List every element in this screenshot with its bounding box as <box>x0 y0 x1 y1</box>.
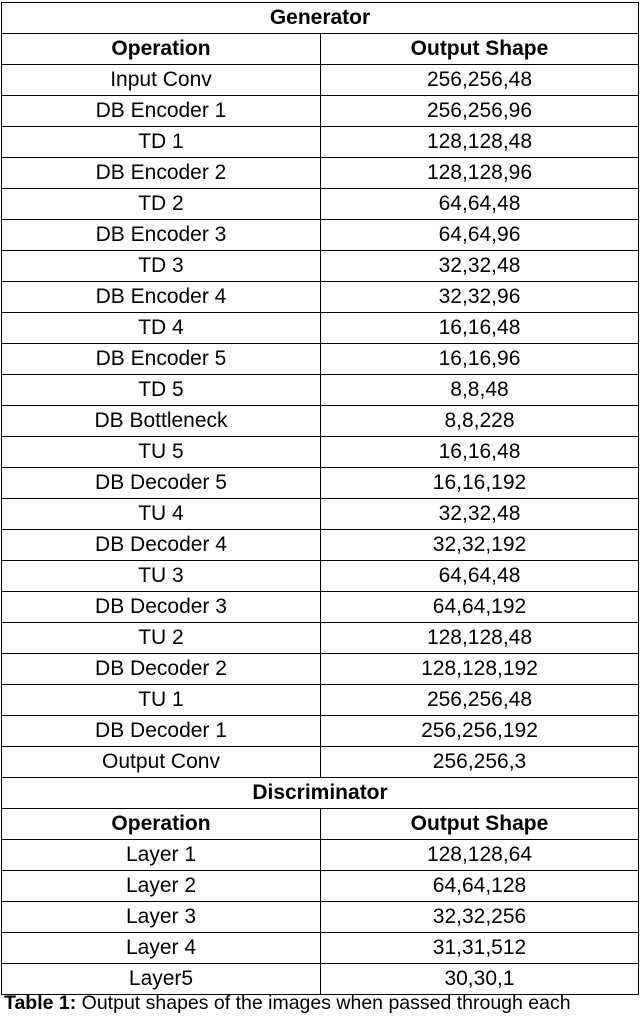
table-row <box>2 65 639 96</box>
output-shape-cell: 64,64,192 <box>321 592 639 623</box>
column-header-output-shape: Output Shape <box>321 809 639 840</box>
operation-cell: DB Decoder 3 <box>2 592 321 623</box>
table-row <box>2 96 639 127</box>
output-shape-cell: 16,16,192 <box>321 468 639 499</box>
operation-cell: DB Encoder 2 <box>2 158 321 189</box>
output-shape-cell: 16,16,96 <box>321 344 639 375</box>
column-header-operation: Operation <box>2 34 321 65</box>
table-row <box>2 716 639 747</box>
operation-cell: Input Conv <box>2 65 321 96</box>
output-shape-cell: 128,128,64 <box>321 840 639 871</box>
output-shape-cell: 32,32,48 <box>321 251 639 282</box>
discriminator-header-row <box>2 809 639 840</box>
output-shape-cell: 128,128,48 <box>321 127 639 158</box>
output-shape-cell: 128,128,96 <box>321 158 639 189</box>
output-shape-cell: 30,30,1 <box>321 964 639 995</box>
output-shape-cell: 64,64,96 <box>321 220 639 251</box>
operation-cell: Output Conv <box>2 747 321 778</box>
output-shape-cell: 31,31,512 <box>321 933 639 964</box>
table-row <box>2 375 639 406</box>
output-shape-cell: 32,32,96 <box>321 282 639 313</box>
table-row <box>2 468 639 499</box>
table-row <box>2 840 639 871</box>
output-shape-cell: 8,8,48 <box>321 375 639 406</box>
table-row <box>2 654 639 685</box>
discriminator-section-row <box>2 778 639 809</box>
table-row <box>2 623 639 654</box>
table-row <box>2 220 639 251</box>
table-row <box>2 685 639 716</box>
table-row <box>2 313 639 344</box>
operation-cell: DB Decoder 4 <box>2 530 321 561</box>
operation-cell: TD 3 <box>2 251 321 282</box>
output-shape-cell: 256,256,192 <box>321 716 639 747</box>
operation-cell: TD 5 <box>2 375 321 406</box>
table-row <box>2 437 639 468</box>
operation-cell: DB Decoder 2 <box>2 654 321 685</box>
operation-cell: TU 3 <box>2 561 321 592</box>
operation-cell: TU 1 <box>2 685 321 716</box>
table-row <box>2 158 639 189</box>
generator-section-row <box>2 3 639 34</box>
operation-cell: TU 5 <box>2 437 321 468</box>
table-row <box>2 871 639 902</box>
operation-cell: TU 2 <box>2 623 321 654</box>
operation-cell: Layer 1 <box>2 840 321 871</box>
operation-cell: Layer 2 <box>2 871 321 902</box>
output-shape-cell: 32,32,48 <box>321 499 639 530</box>
output-shape-cell: 256,256,3 <box>321 747 639 778</box>
column-header-operation: Operation <box>2 809 321 840</box>
table-row <box>2 189 639 220</box>
table-body <box>2 3 639 995</box>
operation-cell: Layer 3 <box>2 902 321 933</box>
operation-cell: DB Decoder 5 <box>2 468 321 499</box>
operation-cell: TD 2 <box>2 189 321 220</box>
table-row <box>2 933 639 964</box>
output-shape-cell: 128,128,48 <box>321 623 639 654</box>
output-shape-cell: 32,32,256 <box>321 902 639 933</box>
operation-cell: DB Encoder 5 <box>2 344 321 375</box>
output-shape-cell: 8,8,228 <box>321 406 639 437</box>
operation-cell: DB Encoder 3 <box>2 220 321 251</box>
operation-cell: DB Encoder 4 <box>2 282 321 313</box>
table-row <box>2 592 639 623</box>
operation-cell: TD 1 <box>2 127 321 158</box>
operation-cell: DB Decoder 1 <box>2 716 321 747</box>
table-row <box>2 127 639 158</box>
table-row <box>2 530 639 561</box>
output-shape-cell: 128,128,192 <box>321 654 639 685</box>
table-row <box>2 251 639 282</box>
caption-text: Output shapes of the images when passed through each <box>76 992 571 1014</box>
operation-cell: TU 4 <box>2 499 321 530</box>
output-shape-cell: 64,64,48 <box>321 189 639 220</box>
table-row <box>2 964 639 995</box>
table-row <box>2 499 639 530</box>
output-shape-cell: 256,256,96 <box>321 96 639 127</box>
table-row <box>2 561 639 592</box>
generator-section-title: Generator <box>2 3 639 34</box>
operation-cell: Layer5 <box>2 964 321 995</box>
table-row <box>2 902 639 933</box>
table-row <box>2 282 639 313</box>
table-row <box>2 344 639 375</box>
generator-header-row <box>2 34 639 65</box>
output-shape-cell: 64,64,48 <box>321 561 639 592</box>
output-shape-cell: 16,16,48 <box>321 313 639 344</box>
operation-cell: Layer 4 <box>2 933 321 964</box>
output-shape-cell: 256,256,48 <box>321 65 639 96</box>
architecture-table <box>1 2 639 995</box>
discriminator-section-title: Discriminator <box>2 778 639 809</box>
output-shape-cell: 16,16,48 <box>321 437 639 468</box>
caption-label: Table 1: <box>4 992 77 1014</box>
output-shape-cell: 256,256,48 <box>321 685 639 716</box>
table-row <box>2 406 639 437</box>
operation-cell: DB Encoder 1 <box>2 96 321 127</box>
operation-cell: DB Bottleneck <box>2 406 321 437</box>
table-caption <box>4 991 571 1015</box>
operation-cell: TD 4 <box>2 313 321 344</box>
column-header-output-shape: Output Shape <box>321 34 639 65</box>
table-row <box>2 747 639 778</box>
output-shape-cell: 32,32,192 <box>321 530 639 561</box>
output-shape-cell: 64,64,128 <box>321 871 639 902</box>
